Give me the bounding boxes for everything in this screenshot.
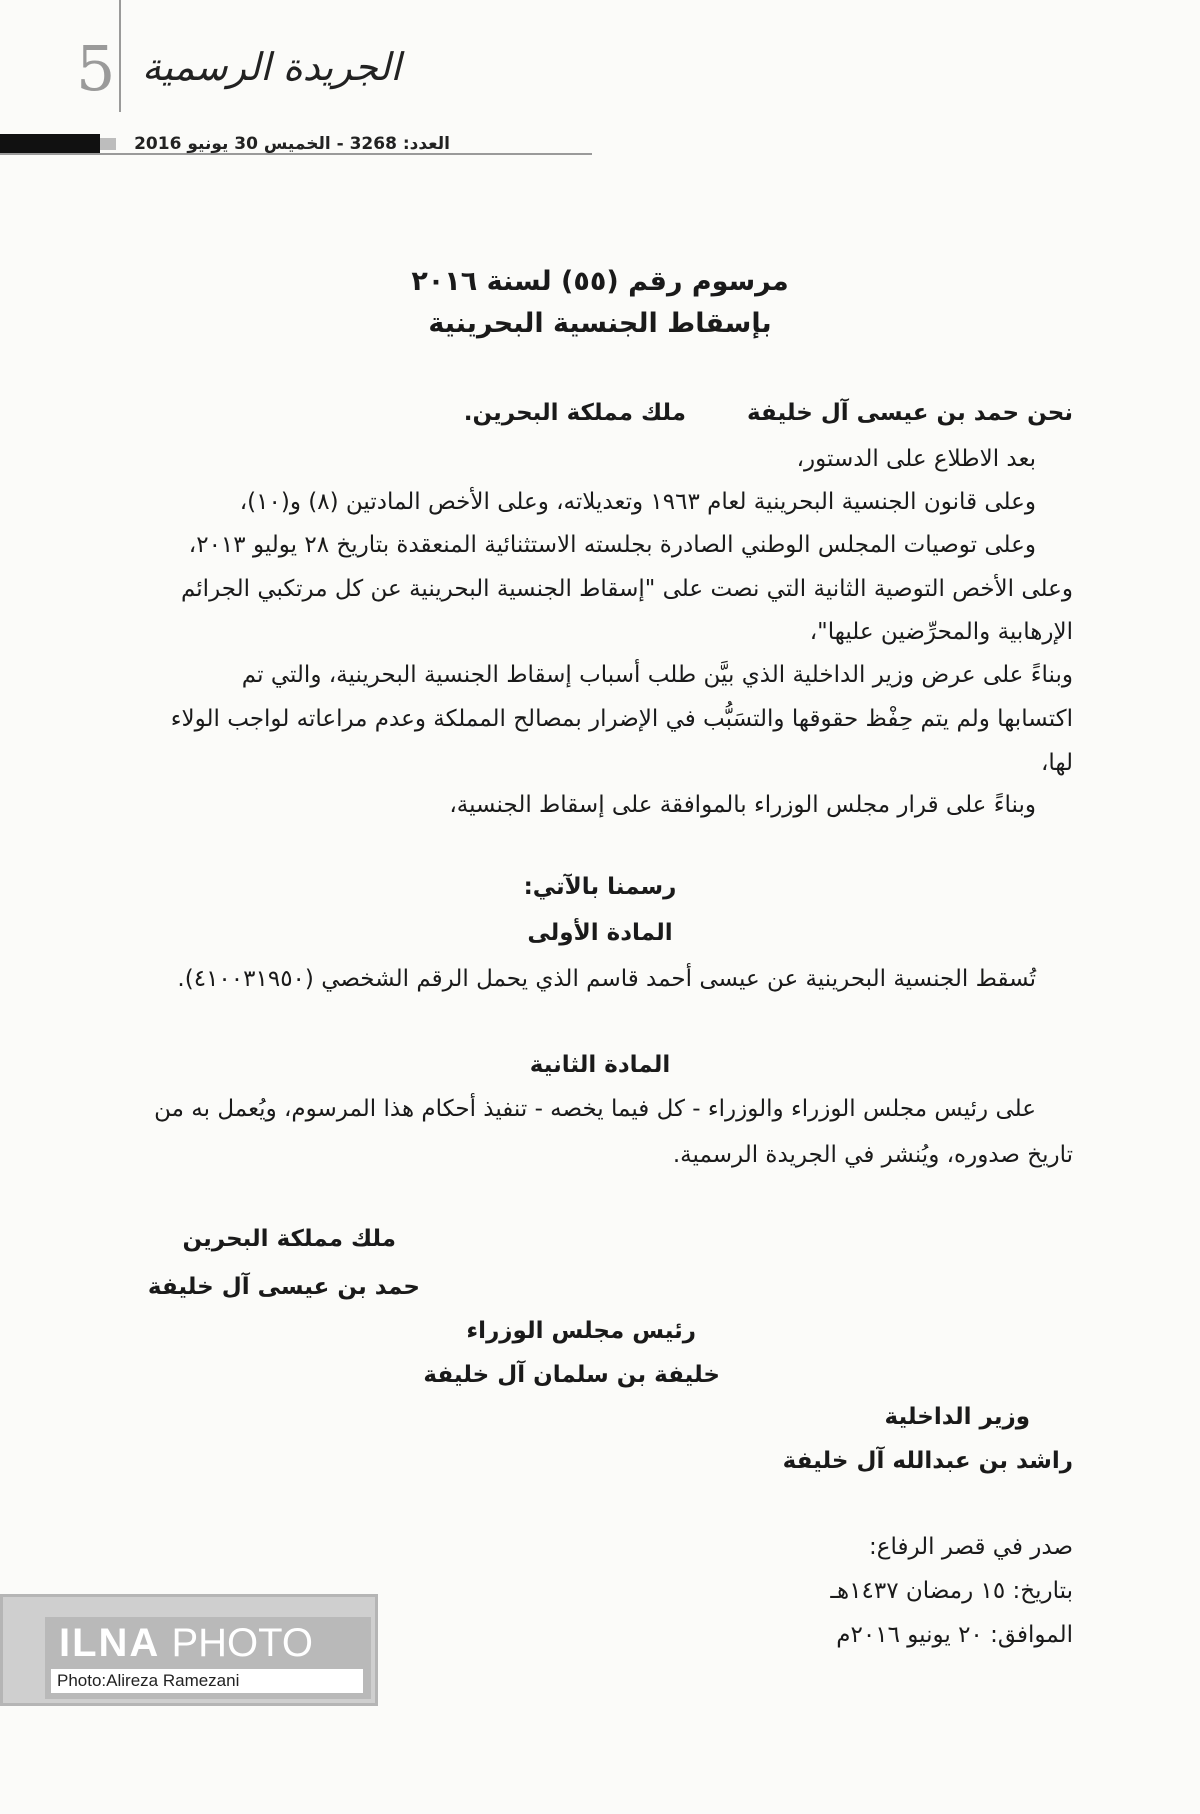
issued-hijri: بتاريخ: ١٥ رمضان ١٤٣٧هـ [830, 1578, 1073, 1604]
article-2-line-1: على رئيس مجلس الوزراء والوزراء - كل فيما يخصه - تنفيذ أحكام هذا المرسوم، ويُعمل به من [154, 1096, 1036, 1122]
photo-watermark-inner [45, 1617, 371, 1699]
photo-brand-bold: ILNA [59, 1621, 161, 1665]
issue-bar-black [0, 134, 100, 154]
signature-pm-title: رئيس مجلس الوزراء [466, 1318, 696, 1344]
issued-gregorian: الموافق: ٢٠ يونيو ٢٠١٦م [836, 1622, 1073, 1648]
preamble-king: ملك مملكة البحرين. [463, 400, 686, 426]
masthead-logo: الجريدة الرسمية [142, 45, 401, 89]
signature-interior-title: وزير الداخلية [884, 1404, 1030, 1430]
decree-subtitle: بإسقاط الجنسية البحرينية [428, 308, 772, 339]
preamble-line-1: بعد الاطلاع على الدستور، [796, 446, 1036, 472]
preamble-line-6: وبناءً على عرض وزير الداخلية الذي بيَّن طلب أسباب إسقاط الجنسية البحرينية، والتي تم [241, 662, 1073, 688]
signature-pm-name: خليفة بن سلمان آل خليفة [423, 1362, 720, 1388]
preamble-we: نحن حمد بن عيسى آل خليفة [746, 400, 1073, 426]
preamble-line-7: اكتسابها ولم يتم حِفْظ حقوقها والتسَبُّب في الإضرار بمصالح المملكة وعدم مراعاته لواجب الولاء [170, 706, 1073, 732]
preamble-line-4: وعلى الأخص التوصية الثانية التي نصت على "إسقاط الجنسية البحرينية عن كل مرتكبي الجرائم [180, 576, 1073, 602]
signature-king-title: ملك مملكة البحرين [182, 1226, 396, 1252]
photo-watermark-brand [59, 1621, 313, 1666]
preamble-line-3: وعلى توصيات المجلس الوطني الصادرة بجلسته الاستثنائية المنعقدة بتاريخ ٢٨ يوليو ٢٠١٣، [188, 532, 1036, 558]
signature-interior-name: راشد بن عبدالله آل خليفة [782, 1448, 1073, 1474]
preamble-line-8: لها، [1040, 750, 1073, 776]
preamble-line-5: الإرهابية والمحرِّضين عليها"، [809, 619, 1073, 645]
photo-credit: Photo:Alireza Ramezani [51, 1669, 363, 1693]
issue-line: العدد: 3268 - الخميس 30 يونيو 2016 [134, 134, 450, 154]
issue-bar-gray [100, 138, 116, 150]
decree-heading: رسمنا بالآتي: [523, 874, 677, 900]
decree-title: مرسوم رقم (٥٥) لسنة ٢٠١٦ [411, 266, 789, 297]
preamble-line-2: وعلى قانون الجنسية البحرينية لعام ١٩٦٣ وتعديلاته، وعلى الأخص المادتين (٨) و(١٠)، [239, 489, 1036, 515]
article-1-title: المادة الأولى [527, 920, 673, 946]
photo-watermark [0, 1594, 378, 1706]
article-2-line-2: تاريخ صدوره، ويُنشر في الجريدة الرسمية. [672, 1142, 1073, 1168]
issued-place: صدر في قصر الرفاع: [868, 1534, 1073, 1560]
article-1-text: تُسقط الجنسية البحرينية عن عيسى أحمد قاسم الذي يحمل الرقم الشخصي (٤١٠٠٣١٩٥٠). [177, 966, 1036, 992]
preamble-line-9: وبناءً على قرار مجلس الوزراء بالموافقة على إسقاط الجنسية، [449, 792, 1036, 818]
page-number: 5 [76, 32, 116, 105]
header-divider [119, 0, 121, 112]
issue-bar [0, 134, 592, 154]
signature-king-name: حمد بن عيسى آل خليفة [147, 1274, 420, 1300]
photo-brand-light: PHOTO [171, 1621, 313, 1665]
article-2-title: المادة الثانية [529, 1052, 671, 1078]
